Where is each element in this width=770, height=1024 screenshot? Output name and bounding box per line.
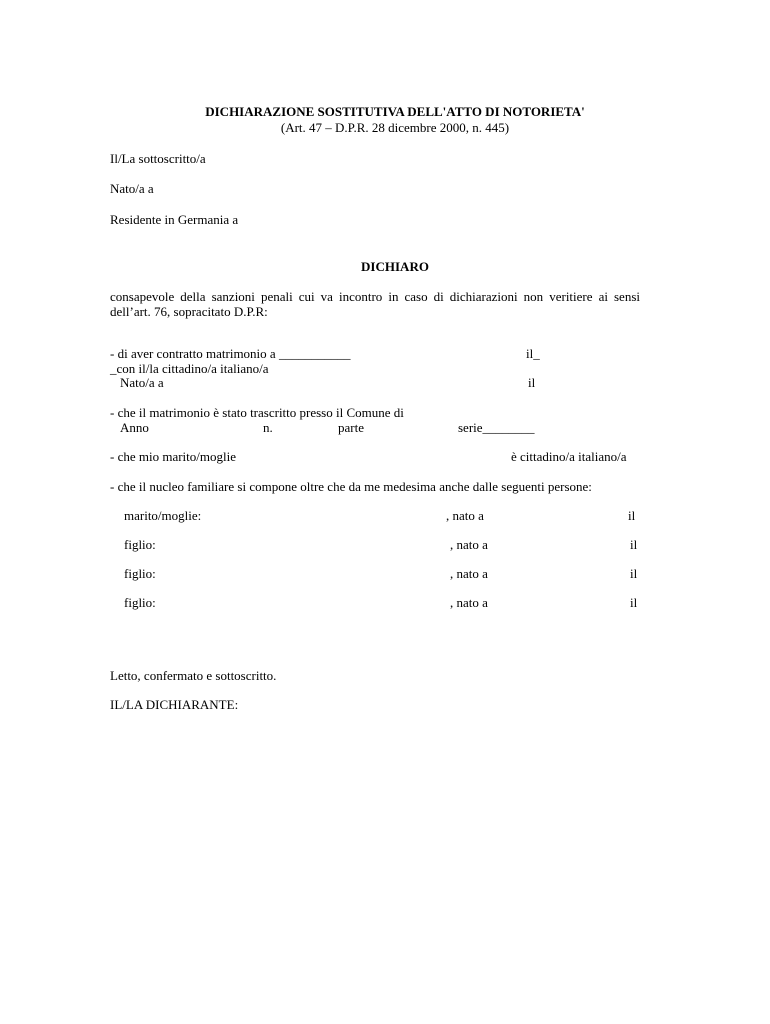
nucleo-row-role: figlio: — [124, 595, 156, 610]
nucleo-row-role: figlio: — [124, 566, 156, 581]
trascrizione-parte: parte — [338, 420, 364, 435]
trascrizione-numero: n. — [263, 420, 273, 435]
cittadino-line: _con il/la cittadino/a italiano/a — [110, 361, 269, 376]
nucleo-intro: - che il nucleo familiare si compone oltre che da me medesima anche dalle seguenti persone: — [110, 479, 592, 494]
nucleo-row-nato: , nato a — [450, 537, 488, 552]
letto-confermato: Letto, confermato e sottoscritto. — [110, 668, 277, 683]
nucleo-row-role: marito/moglie: — [124, 508, 202, 523]
nucleo-row-role: figlio: — [124, 537, 156, 552]
dichiaro-intro: consapevole della sanzioni penali cui va incontro in caso di dichiarazioni non veritiere ai sensi dell’art. 76, sopracitato D.P.R: — [110, 289, 640, 319]
matrimonio-nato-il: il — [528, 375, 536, 390]
trascrizione-anno: Anno — [120, 420, 149, 435]
trascrizione-line: - che il matrimonio è stato trascritto presso il Comune di — [110, 405, 404, 420]
nucleo-row-il: il — [628, 508, 636, 523]
nato-label: Nato/a a — [110, 181, 154, 196]
residente-label: Residente in Germania a — [110, 212, 239, 227]
nucleo-row-nato: , nato a — [450, 595, 488, 610]
matrimonio-line: - di aver contratto matrimonio a ___________ — [110, 346, 351, 361]
coniuge-cittadino: è cittadino/a italiano/a — [511, 449, 627, 464]
dichiarante-label: IL/LA DICHIARANTE: — [110, 697, 239, 712]
matrimonio-nato-label: Nato/a a — [120, 375, 164, 390]
sottoscritto-label: Il/La sottoscritto/a — [110, 151, 206, 166]
nucleo-row-nato: , nato a — [450, 566, 488, 581]
document-title: DICHIARAZIONE SOSTITUTIVA DELL'ATTO DI NOTORIETA' — [205, 104, 585, 119]
nucleo-row-nato: , nato a — [446, 508, 484, 523]
nucleo-row-il: il — [630, 537, 638, 552]
coniuge-label: - che mio marito/moglie — [110, 449, 236, 464]
nucleo-row-il: il — [630, 595, 638, 610]
matrimonio-il: il_ — [526, 346, 540, 361]
document-subtitle: (Art. 47 – D.P.R. 28 dicembre 2000, n. 445) — [280, 120, 510, 135]
trascrizione-serie: serie________ — [458, 420, 535, 435]
nucleo-row-il: il — [630, 566, 638, 581]
dichiaro-heading: DICHIARO — [361, 259, 429, 274]
